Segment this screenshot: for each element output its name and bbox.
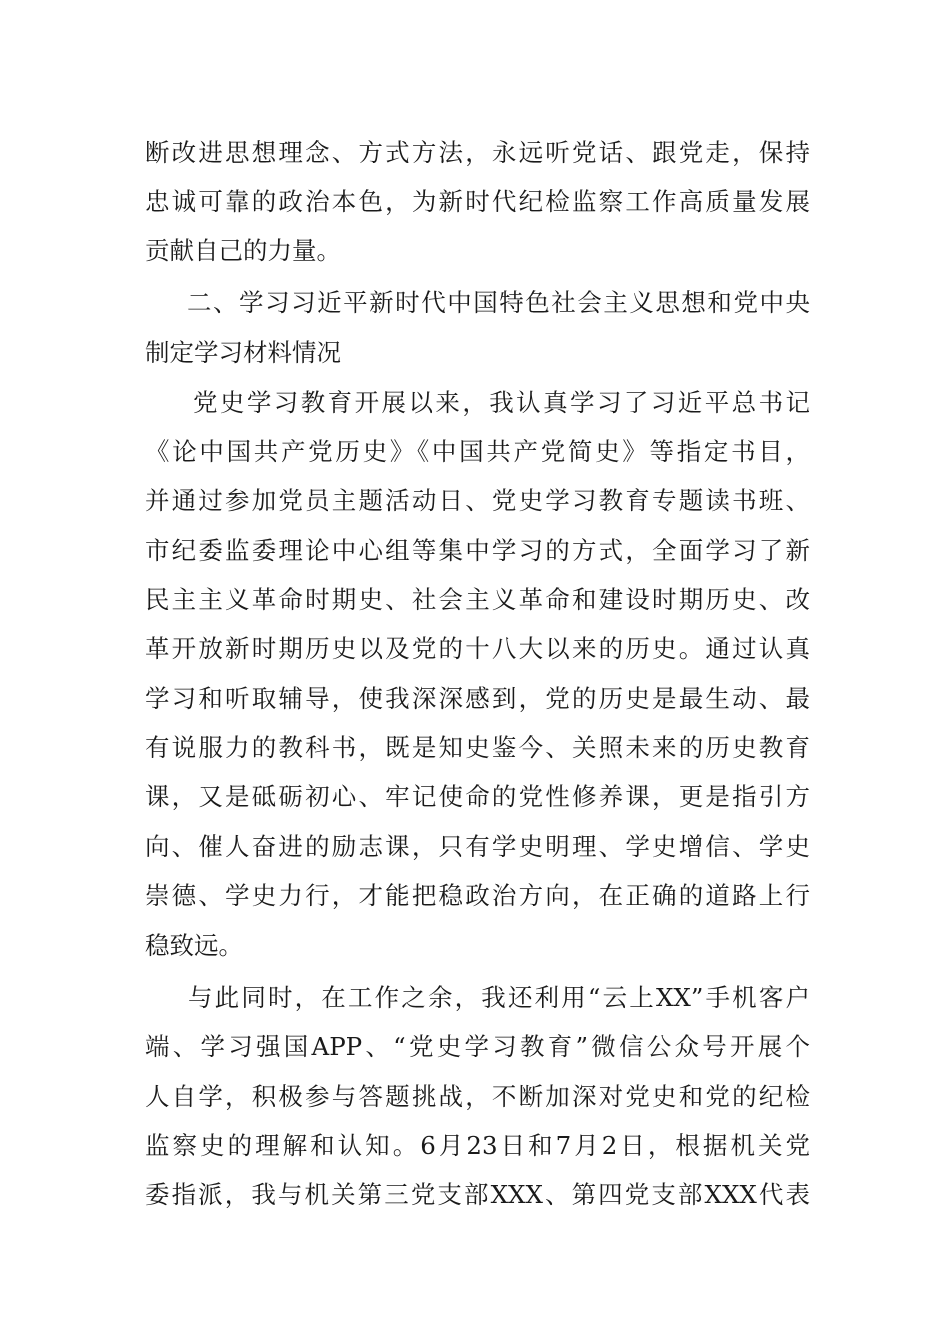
text-line: 监察史的理解和认知。6月23日和7月2日，根据机关党 bbox=[145, 1131, 810, 1160]
text-line: 民主主义革命时期史、社会主义革命和建设时期历史、改 bbox=[145, 585, 810, 614]
text-line: 端、学习强国APP、“党史学习教育”微信公众号开展个 bbox=[145, 1032, 810, 1061]
text-line: 断改进思想理念、方式方法，永远听党话、跟党走，保持 bbox=[145, 138, 810, 167]
text-line: 《论中国共产党历史》《中国共产党简史》等指定书目， bbox=[145, 437, 810, 466]
text-line: 并通过参加党员主题活动日、党史学习教育专题读书班、 bbox=[145, 486, 810, 515]
text-line: 人自学，积极参与答题挑战，不断加深对党史和党的纪检 bbox=[145, 1082, 810, 1111]
text-line: 崇德、学史力行，才能把稳政治方向，在正确的道路上行 bbox=[145, 881, 810, 910]
text-line: 忠诚可靠的政治本色，为新时代纪检监察工作高质量发展 bbox=[145, 187, 810, 216]
section-heading: 二、学习习近平新时代中国特色社会主义思想和党中央 bbox=[187, 288, 810, 317]
section-heading: 制定学习材料情况 bbox=[145, 338, 341, 367]
text-line: 稳致远。 bbox=[145, 931, 243, 960]
text-line: 向、催人奋进的励志课，只有学史明理、学史增信、学史 bbox=[145, 832, 810, 861]
text-line: 学习和听取辅导，使我深深感到，党的历史是最生动、最 bbox=[145, 684, 810, 713]
text-line: 党史学习教育开展以来，我认真学习了习近平总书记 bbox=[193, 388, 810, 417]
text-line: 课，又是砥砺初心、牢记使命的党性修养课，更是指引方 bbox=[145, 782, 810, 811]
text-line: 与此同时，在工作之余，我还利用“云上XX”手机客户 bbox=[188, 983, 810, 1012]
text-line: 市纪委监委理论中心组等集中学习的方式，全面学习了新 bbox=[145, 536, 810, 565]
text-line: 委指派，我与机关第三党支部XXX、第四党支部XXX代表 bbox=[145, 1180, 810, 1209]
text-line: 革开放新时期历史以及党的十八大以来的历史。通过认真 bbox=[145, 634, 810, 663]
text-line: 有说服力的教科书，既是知史鉴今、关照未来的历史教育 bbox=[145, 733, 810, 762]
text-line: 贡献自己的力量。 bbox=[145, 236, 341, 265]
